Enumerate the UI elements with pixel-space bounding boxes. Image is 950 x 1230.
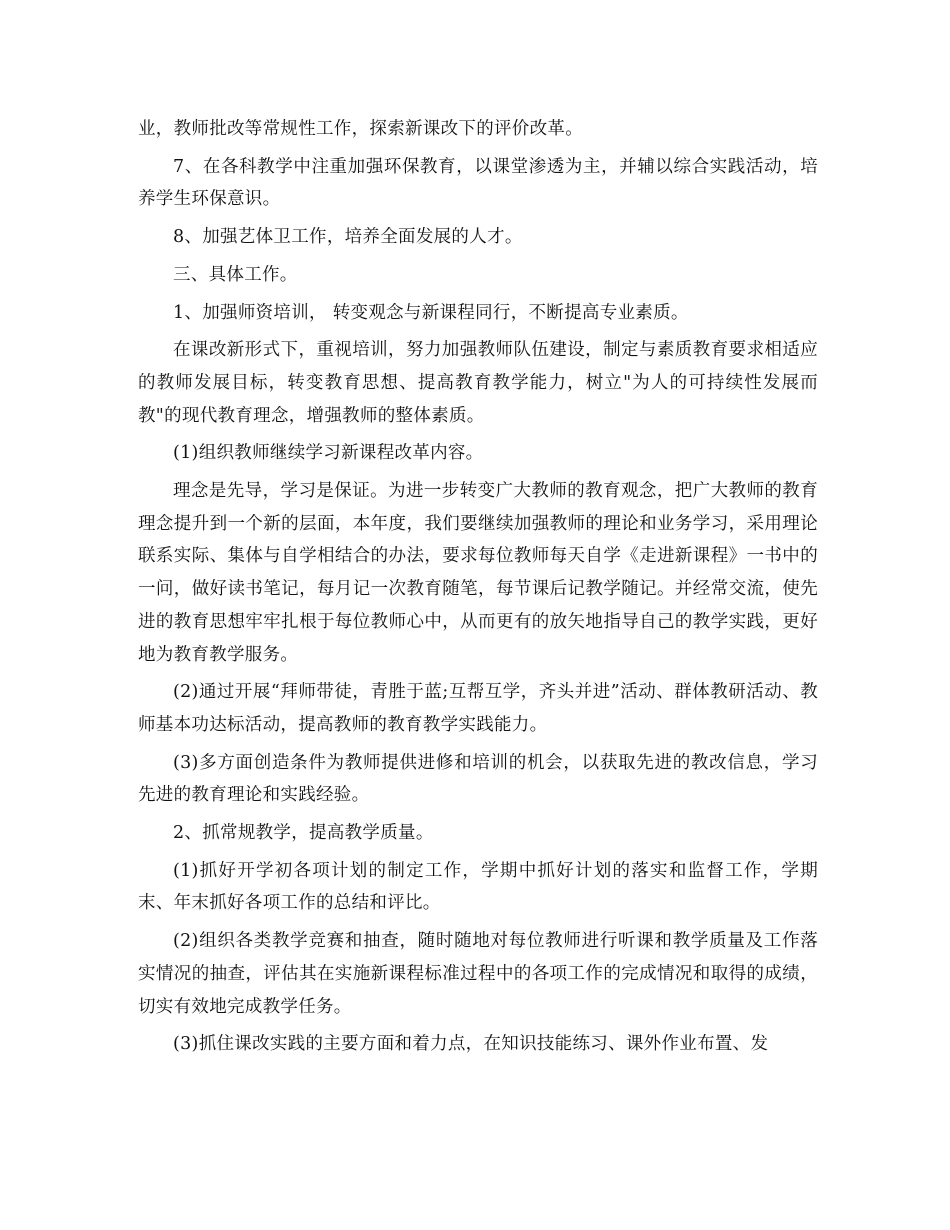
list-item: (2)通过开展“拜师带徒，青胜于蓝;互帮互学，齐头并进”活动、群体教研活动、教师基本功达标活动，提高教师的教育教学实践能力。 [138, 682, 818, 735]
list-item: (1)组织教师继续学习新课程改革内容。 [173, 443, 484, 464]
document-body [138, 113, 818, 1066]
list-item: (2)组织各类教学竞赛和抽查，随时随地对每位教师进行听课和教学质量及工作落实情况的抽查，评估其在实施新课程标准过程中的各项工作的完成情况和取得的成绩，切实有效地完成教学任务。 [138, 931, 818, 1017]
paragraph: 8、加强艺体卫工作，培养全面发展的人才。 [173, 227, 523, 248]
list-item: (3)多方面创造条件为教师提供进修和培训的机会，以获取先进的教改信息，学习先进的教育理论和实践经验。 [138, 752, 818, 806]
subsection-heading: 1、加强师资培训， 转变观念与新课程同行，不断提高专业素质。 [173, 302, 689, 323]
section-heading: 三、具体工作。 [173, 264, 298, 285]
paragraph: 7、在各科教学中注重加强环保教育，以课堂渗透为主，并辅以综合实践活动，培养学生环保意识。 [138, 156, 818, 210]
paragraph: 在课改新形式下，重视培训，努力加强教师队伍建设，制定与素质教育要求相适应的教师发展目标，转变教育思想、提高教育教学能力，树立"为人的可持续性发展而教"的现代教育理念，增强教师的整体素质。 [138, 340, 818, 426]
paragraph: 理念是先导，学习是保证。为进一步转变广大教师的教育观念，把广大教师的教育理念提升到一个新的层面，本年度，我们要继续加强教师的理论和业务学习，采用理论联系实际、集体与自学相结合的办法，要求每位教师每天自学《走进新课程》一书中的一问，做好读书笔记，每月记一次教育随笔，每节课后记教学随记。并经常交流，使先进的教育思想牢牢扎根于每位教师心中，从而更有的放矢地指导自己的教学实践，更好地为教育教学服务。 [138, 481, 818, 665]
list-item: (3)抓住课改实践的主要方面和着力点，在知识技能练习、课外作业布置、发 [173, 1034, 769, 1055]
paragraph: 业，教师批改等常规性工作，探索新课改下的评价改革。 [138, 119, 583, 139]
subsection-heading: 2、抓常规教学，提高教学质量。 [173, 823, 434, 844]
list-item: (1)抓好开学初各项计划的制定工作，学期中抓好计划的落实和监督工作，学期末、年末抓好各项工作的总结和评比。 [138, 860, 818, 914]
